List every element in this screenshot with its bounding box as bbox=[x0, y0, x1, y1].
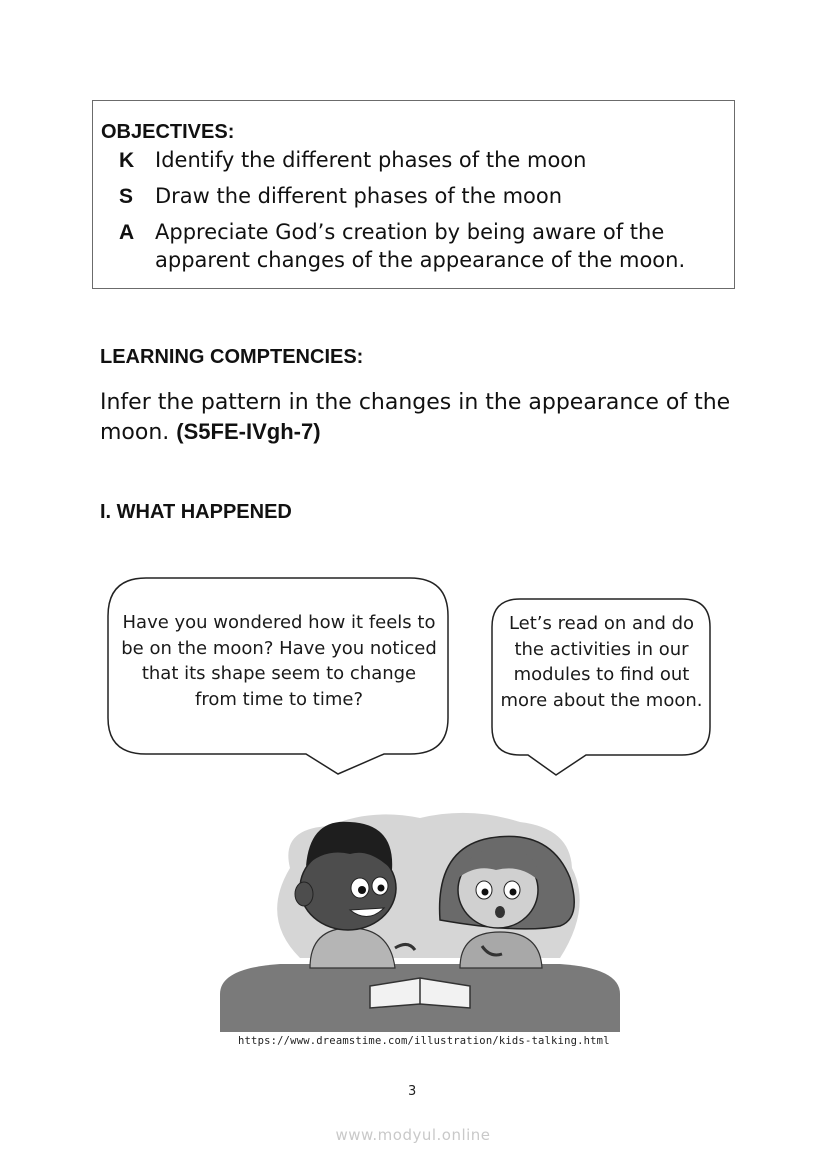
learning-competencies-heading: LEARNING COMPTENCIES: bbox=[100, 346, 364, 368]
watermark: www.modyul.online bbox=[335, 1126, 491, 1144]
objectives-box bbox=[92, 100, 735, 289]
speech-bubble-left bbox=[106, 576, 452, 778]
image-credit: https://www.dreamstime.com/illustration/kids-talking.html bbox=[238, 1035, 610, 1047]
kids-reading-book-image bbox=[220, 808, 620, 1032]
page-number: 3 bbox=[408, 1084, 417, 1099]
objective-text: Appreciate God’s creation by being aware of the apparent changes of the appearance of the moon. bbox=[155, 220, 686, 272]
speech-bubble-left-text: Have you wondered how it feels to be on the moon? Have you noticed that its shape seem to change from time to time? bbox=[121, 612, 437, 710]
objective-knowledge bbox=[119, 146, 586, 175]
speech-bubble-right-text: Let’s read on and do the activities in our modules to find out more about the moon. bbox=[500, 613, 703, 711]
learning-competencies-body bbox=[100, 388, 740, 447]
competency-code: (S5FE-IVgh-7) bbox=[176, 419, 321, 444]
objectives-heading: OBJECTIVES: bbox=[101, 121, 235, 143]
what-happened-heading: I. WHAT HAPPENED bbox=[100, 501, 292, 523]
speech-bubble-right bbox=[490, 597, 713, 779]
objective-letter: S bbox=[119, 185, 134, 208]
objective-text: Identify the different phases of the moon bbox=[155, 148, 587, 172]
objective-letter: K bbox=[119, 149, 135, 172]
kids-talking-illustration bbox=[220, 808, 620, 1032]
competency-text: Infer the pattern in the changes in the appearance of the moon. bbox=[100, 390, 731, 445]
objective-text: Draw the different phases of the moon bbox=[155, 184, 563, 208]
objective-letter: A bbox=[119, 221, 135, 244]
objective-skill bbox=[119, 182, 562, 211]
objective-attitude bbox=[119, 218, 730, 274]
